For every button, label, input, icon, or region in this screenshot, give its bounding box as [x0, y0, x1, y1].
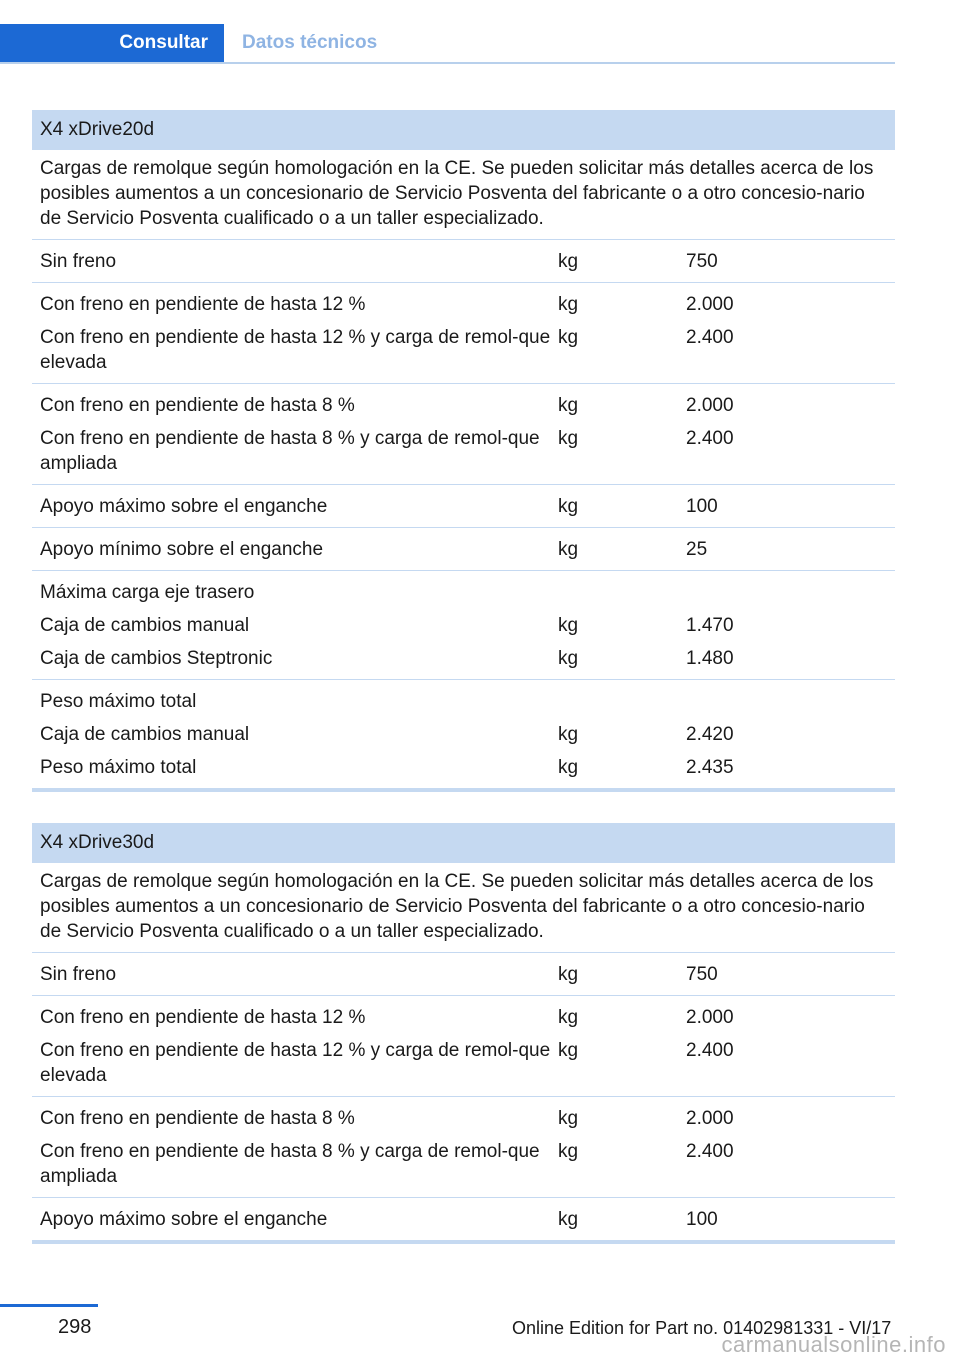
table-end-rule	[32, 788, 895, 792]
table-row-group	[32, 528, 895, 571]
table-row	[32, 426, 895, 476]
spec-unit: kg	[558, 395, 579, 416]
spec-value	[686, 689, 895, 714]
section-tabs	[0, 24, 895, 64]
spec-label: Con freno en pendiente de hasta 8 % y carga de remol‐que ampliada	[40, 428, 540, 474]
spec-label: Con freno en pendiente de hasta 12 % y carga de remol‐que elevada	[40, 1040, 551, 1086]
table-end-rule	[32, 1240, 895, 1244]
spec-table-xdrive20d	[32, 110, 895, 792]
spec-unit: kg	[558, 615, 579, 636]
spec-label: Con freno en pendiente de hasta 8 %	[40, 395, 355, 416]
spec-label: Peso máximo total	[40, 691, 197, 712]
spec-unit: kg	[558, 1007, 579, 1028]
table-row	[32, 1139, 895, 1189]
table-row	[32, 1106, 895, 1131]
spec-table-xdrive30d	[32, 823, 895, 1244]
tab-datos-tecnicos[interactable]: Datos técnicos	[242, 32, 378, 53]
spec-unit: kg	[558, 648, 579, 669]
spec-unit: kg	[558, 1108, 579, 1129]
table-row-group	[32, 953, 895, 996]
spec-unit	[558, 580, 686, 605]
page-number-rule	[0, 1304, 98, 1307]
spec-unit: kg	[558, 964, 579, 985]
edition-footer: Online Edition for Part no. 01402981331 - VI/17	[512, 1318, 892, 1338]
spec-unit: kg	[558, 251, 579, 272]
spec-value: 750	[686, 251, 718, 272]
page-number: 298	[58, 1316, 92, 1338]
table-row	[32, 494, 895, 519]
spec-value: 2.435	[686, 757, 734, 778]
spec-label: Con freno en pendiente de hasta 12 %	[40, 1007, 366, 1028]
spec-value: 100	[686, 1209, 718, 1230]
table-row-group	[32, 1198, 895, 1241]
table-row-group	[32, 1097, 895, 1198]
table-row	[32, 393, 895, 418]
table-row-group	[32, 571, 895, 680]
spec-value: 2.000	[686, 294, 734, 315]
spec-value: 2.400	[686, 327, 734, 348]
table-row	[32, 722, 895, 747]
table-row	[32, 755, 895, 780]
spec-unit: kg	[558, 294, 579, 315]
spec-unit: kg	[558, 539, 579, 560]
spec-label: Apoyo mínimo sobre el enganche	[40, 539, 324, 560]
table-row	[32, 1207, 895, 1232]
table-title: X4 xDrive30d	[32, 823, 895, 863]
spec-label: Peso máximo total	[40, 757, 197, 778]
table-row-group	[32, 485, 895, 528]
table-row	[32, 580, 895, 605]
spec-value: 2.000	[686, 395, 734, 416]
spec-unit: kg	[558, 724, 579, 745]
spec-value: 1.470	[686, 615, 734, 636]
table-row	[32, 292, 895, 317]
table-row-group	[32, 996, 895, 1097]
spec-label: Con freno en pendiente de hasta 8 %	[40, 1108, 355, 1129]
spec-unit: kg	[558, 757, 579, 778]
table-row	[32, 249, 895, 274]
table-note: Cargas de remolque según homologación en la CE. Se pueden solicitar más detalles acerca de los posibles aumentos a un concesionario de Servicio Posventa del fabricante o a otro concesio‐nario de Servicio Posventa cualificado o a un taller especializado.	[32, 863, 895, 953]
table-row-group	[32, 240, 895, 283]
table-row-group	[32, 680, 895, 789]
spec-value: 2.420	[686, 724, 734, 745]
spec-value: 2.400	[686, 1141, 734, 1162]
spec-value: 2.400	[686, 428, 734, 449]
spec-unit: kg	[558, 327, 579, 348]
table-title: X4 xDrive20d	[32, 110, 895, 150]
spec-value: 1.480	[686, 648, 734, 669]
table-row	[32, 1005, 895, 1030]
spec-label: Caja de cambios Steptronic	[40, 648, 273, 669]
spec-value: 750	[686, 964, 718, 985]
watermark: carmanualsonline.info	[721, 1332, 946, 1357]
spec-unit: kg	[558, 496, 579, 517]
table-row	[32, 689, 895, 714]
spec-unit	[558, 689, 686, 714]
table-row	[32, 325, 895, 375]
table-row	[32, 962, 895, 987]
table-row	[32, 537, 895, 562]
table-note: Cargas de remolque según homologación en la CE. Se pueden solicitar más detalles acerca de los posibles aumentos a un concesionario de Servicio Posventa del fabricante o a otro concesio‐nario de Servicio Posventa cualificado o a un taller especializado.	[32, 150, 895, 240]
table-row-group	[32, 283, 895, 384]
spec-value: 2.400	[686, 1040, 734, 1061]
table-row	[32, 613, 895, 638]
spec-unit: kg	[558, 428, 579, 449]
spec-label: Sin freno	[40, 964, 117, 985]
spec-value: 2.000	[686, 1007, 734, 1028]
spec-label: Caja de cambios manual	[40, 724, 250, 745]
spec-label: Sin freno	[40, 251, 117, 272]
spec-label: Caja de cambios manual	[40, 615, 250, 636]
spec-value	[686, 580, 895, 605]
spec-label: Apoyo máximo sobre el enganche	[40, 496, 328, 517]
spec-value: 25	[686, 539, 708, 560]
spec-unit: kg	[558, 1209, 579, 1230]
spec-unit: kg	[558, 1141, 579, 1162]
spec-label: Con freno en pendiente de hasta 8 % y carga de remol‐que ampliada	[40, 1141, 540, 1187]
table-row	[32, 1038, 895, 1088]
spec-label: Máxima carga eje trasero	[40, 582, 255, 603]
spec-unit: kg	[558, 1040, 579, 1061]
spec-label: Apoyo máximo sobre el enganche	[40, 1209, 328, 1230]
spec-label: Con freno en pendiente de hasta 12 % y carga de remol‐que elevada	[40, 327, 551, 373]
spec-value: 100	[686, 496, 718, 517]
spec-label: Con freno en pendiente de hasta 12 %	[40, 294, 366, 315]
table-row-group	[32, 384, 895, 485]
table-row	[32, 646, 895, 671]
spec-value: 2.000	[686, 1108, 734, 1129]
tab-consultar[interactable]: Consultar	[0, 24, 224, 62]
